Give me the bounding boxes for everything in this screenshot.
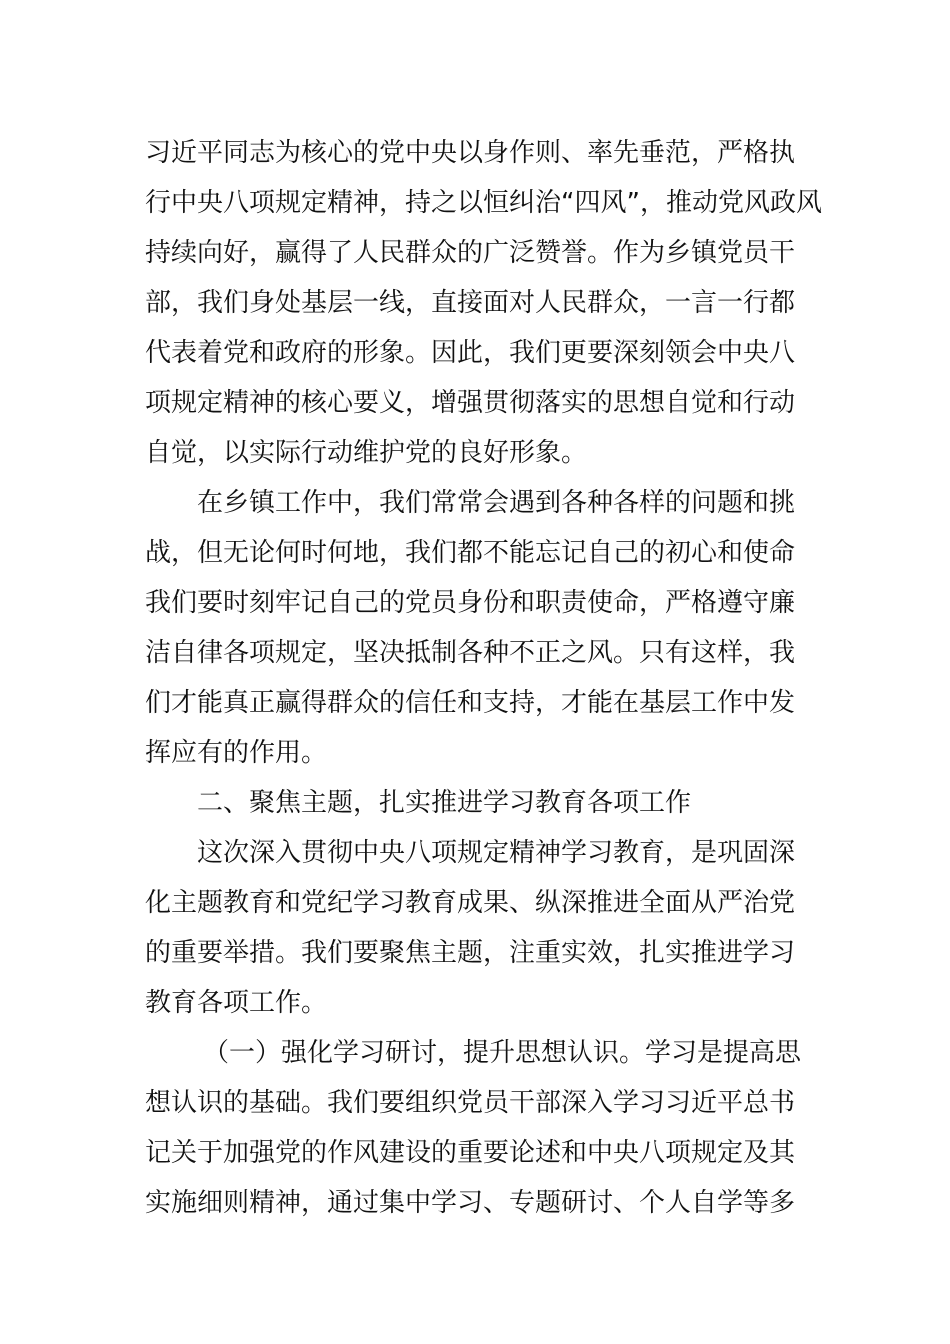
section-heading: 二、聚焦主题，扎实推进学习教育各项工作 (197, 788, 692, 818)
text-line: 挥应有的作用。 (145, 738, 328, 768)
text-line: 战，但无论何时何地，我们都不能忘记自己的初心和使命 (145, 538, 796, 568)
text-line: 们才能真正赢得群众的信任和支持，才能在基层工作中发 (145, 688, 796, 718)
text-line: 习近平同志为核心的党中央以身作则、率先垂范，严格执 (145, 138, 796, 168)
text-line: 部，我们身处基层一线，直接面对人民群众，一言一行都 (145, 288, 796, 318)
subsection-heading-line: （一）强化学习研讨，提升思想认识。学习是提高思 (203, 1038, 802, 1068)
text-line: 实施细则精神，通过集中学习、专题研讨、个人自学等多 (145, 1188, 796, 1218)
paragraph-first-line: 在乡镇工作中，我们常常会遇到各种各样的问题和挑 (197, 488, 796, 518)
document-body (145, 128, 822, 1228)
text-line: 自觉，以实际行动维护党的良好形象。 (145, 438, 588, 468)
text-line: 的重要举措。我们要聚焦主题，注重实效，扎实推进学习 (145, 938, 796, 968)
text-line: 想认识的基础。我们要组织党员干部深入学习习近平总书 (145, 1088, 796, 1118)
text-line: 我们要时刻牢记自己的党员身份和职责使命，严格遵守廉 (145, 588, 796, 618)
text-line: 行中央八项规定精神，持之以恒纠治“四风”，推动党风政风 (145, 188, 822, 218)
paragraph-first-line: 这次深入贯彻中央八项规定精神学习教育，是巩固深 (197, 838, 796, 868)
text-line: 教育各项工作。 (145, 988, 328, 1018)
text-line: 化主题教育和党纪学习教育成果、纵深推进全面从严治党 (145, 888, 796, 918)
text-line: 代表着党和政府的形象。因此，我们更要深刻领会中央八 (145, 338, 796, 368)
text-line: 项规定精神的核心要义，增强贯彻落实的思想自觉和行动 (145, 388, 796, 418)
text-line: 持续向好，赢得了人民群众的广泛赞誉。作为乡镇党员干 (145, 238, 796, 268)
text-line: 洁自律各项规定，坚决抵制各种不正之风。只有这样，我 (145, 638, 796, 668)
text-line: 记关于加强党的作风建设的重要论述和中央八项规定及其 (145, 1138, 796, 1168)
